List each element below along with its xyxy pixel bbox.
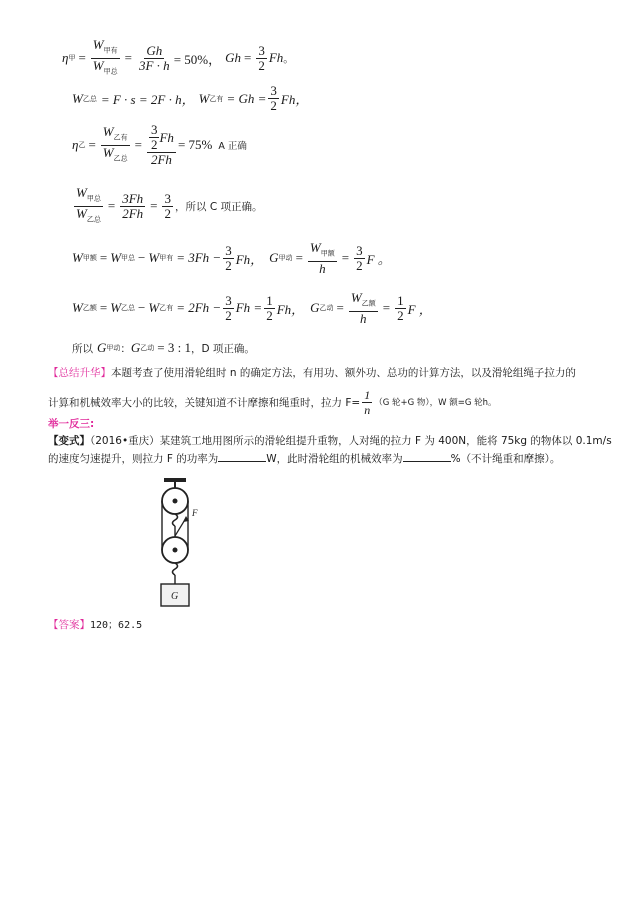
force-label: F <box>192 508 198 518</box>
equation-w-jia-extra: W 甲额 = W 甲总 − W 甲有 = 3Fh − $\frac{3}{2}$ Fh， G 甲动 = $\frac{W_{甲额}}{h}$ = $\frac{3}{2}$ F 。 <box>72 240 391 276</box>
equation-weight-ratio: 所以 G 甲动 ： G 乙动 = 3 : 1 ，D 项正确。 <box>72 340 255 355</box>
practice-line-2b: W，此时滑轮组的机械效率为 <box>266 453 403 465</box>
practice-heading: 举一反三: <box>48 418 95 430</box>
answer-tag: 【答案】 <box>48 619 90 631</box>
equation-eta-jia: η 甲 = $\frac{W_{甲有}}{W_{甲总}}$ = $\frac{Gh}{3F \cdot h}$ = 50%， Gh = $\frac{3}{2}$ Fh 。 <box>62 37 294 76</box>
pulley-diagram <box>150 478 210 608</box>
summary-tag: 【总结升华】 <box>48 367 111 379</box>
ceiling-bar <box>164 478 186 482</box>
practice-line-2c: %（不计绳重和摩擦）。 <box>450 453 561 465</box>
equation-w-yi-extra: W 乙额 = W 乙总 − W 乙有 = 2Fh − $\frac{3}{2}$ Fh = $\frac{1}{2}$ Fh， G 乙动 = $\frac{W_{乙额}}{h}$ = $\frac{1}{2}$ F ， <box>72 290 432 326</box>
equation-work-ratio: $\frac{W_{甲总}}{W_{乙总}}$ = $\frac{3Fh}{2Fh}$ = $\frac{3}{2}$ ，所以 C 项正确。 <box>76 185 263 224</box>
practice-tag: 【变式】 <box>48 435 90 447</box>
equation-w-yi-total: W 乙总 = F · s = 2F · h， W 乙有 = Gh = $\frac{3}{2}$ Fh， <box>72 83 309 113</box>
practice-line-2a: 的速度匀速提升，则拉力 F 的功率为 <box>48 453 219 465</box>
power-blank[interactable] <box>218 450 266 462</box>
answer-value: 120；62.5 <box>90 620 143 631</box>
practice-line-1: （2016•重庆）某建筑工地用图所示的滑轮组提升重物，人对绳的拉力 F 为 400N，能将 75kg 的物体以 0.1m/s <box>90 435 612 447</box>
summary-line-2b: （G 轮+G 物），W 额=G 轮h。 <box>374 397 497 408</box>
summary-paragraph: 【总结升华】本题考查了使用滑轮组时 n 的确定方法，有用功、额外功、总功的计算方法，以及滑轮组绳子拉力的 计算和机械效率大小的比较，关键知道不计摩擦和绳重时，拉力 F= $\frac{1}{n}$ （G 轮+G 物），W 额=G 轮h。 <box>48 367 576 417</box>
equation-eta-yi: η 乙 = $\frac{W_{乙有}}{W_{乙总}}$ = $\frac{3}{2}$ Fh 2Fh = 75% A 正确 <box>72 122 247 167</box>
summary-line-1: 本题考查了使用滑轮组时 n 的确定方法，有用功、额外功、总功的计算方法，以及滑轮组绳子拉力的 <box>111 367 576 379</box>
summary-line-2a: 计算和机械效率大小的比较，关键知道不计摩擦和绳重时，拉力 F= <box>48 396 361 409</box>
practice-question <box>48 432 618 468</box>
efficiency-blank[interactable] <box>403 450 451 462</box>
answer-line <box>48 616 142 635</box>
weight-label: G <box>171 591 179 602</box>
